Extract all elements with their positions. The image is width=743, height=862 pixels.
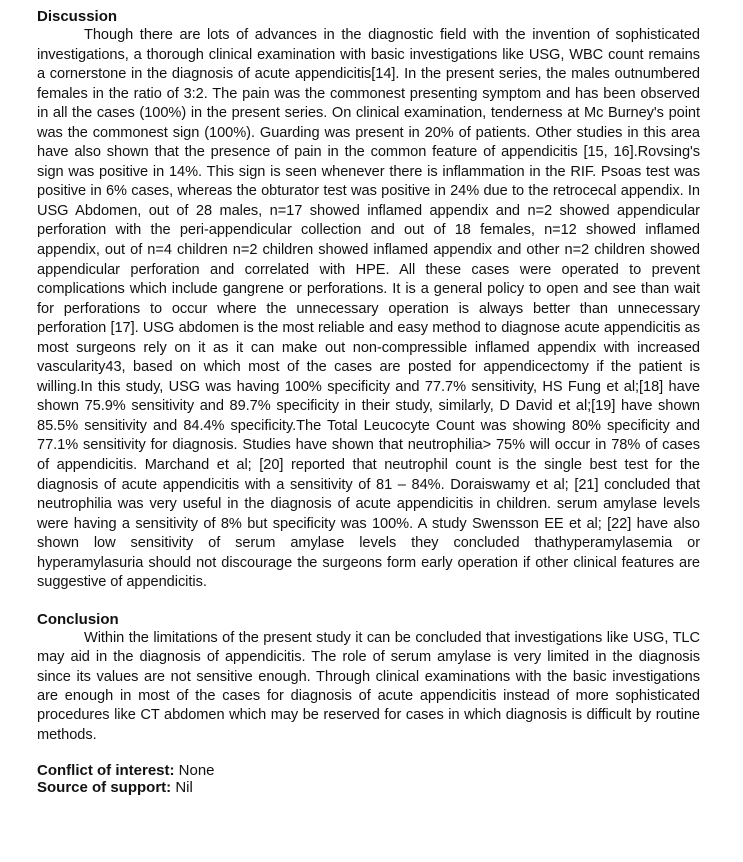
discussion-section	[37, 8, 700, 593]
conclusion-section	[37, 611, 700, 745]
article-page	[37, 8, 700, 796]
conflict-of-interest-value: None	[174, 762, 215, 780]
conflict-of-interest-label: Conflict of interest:	[37, 762, 175, 780]
declarations-section	[37, 762, 700, 796]
source-of-support-value: Nil	[171, 779, 193, 797]
conclusion-paragraph: Within the limitations of the present study it can be concluded that investigations like USG, TLC may aid in the diagnosis of appendicitis. The role of serum amylase is very limited in the diagnosis since its values are not sensitive enough. Through clinical examinations with the basic investigations are enough in most of the cases for diagnosis of acute appendicitis instead of more sophisticated procedures like CT abdomen which may be reserved for cases in which diagnosis is difficult by routine methods.	[37, 629, 700, 743]
discussion-heading: Discussion	[37, 8, 118, 25]
conflict-of-interest-line	[37, 762, 700, 779]
conclusion-heading: Conclusion	[37, 610, 119, 628]
discussion-paragraph: Though there are lots of advances in the diagnostic field with the invention of sophisticated investigations, a thorough clinical examination with basic investigations like USG, WBC count remains a cornerstone in the diagnosis of acute appendicitis[14]. In the present series, the males outnumbered females in the ratio of 3:2. The pain was the commonest presenting symptom and has been observed in all the cases (100%) in the present series. On clinical examination, tenderness at Mc Burney's point was the commonest sign (100%). Guarding was present in 20% of patients. Other studies in this area have also shown that the presence of pain in the common feature of appendicitis [15, 16].Rovsing's sign was positive in 14%. This sign is seen whenever there is inflammation in the RIF. Psoas test was positive in 6% cases, whereas the obturator test was positive in 24% due to the retrocecal appendix. In USG Abdomen, out of 28 males, n=17 showed inflamed appendix and n=2 showed appendicular perforation with the peri-appendicular collection and out of 18 females, n=12 showed inflamed appendix, out of n=4 children n=2 children showed inflamed appendix and other n=2 children showed appendicular perforation and correlated with HPE. All these cases were operated to prevent complications which include gangrene or perforations. It is a general policy to open and see than wait for perforations to occur where the unnecessary operation is always better than unnecessary perforation [17]. USG abdomen is the most reliable and easy method to diagnose acute appendicitis as most surgeons rely on it as it can make out non-compressible inflamed appendix with increased vascularity43, based on which most of the cases are posted for appendicectomy if the patient is willing.In this study, USG was having 100% specificity and 77.7% sensitivity, HS Fung et al;[18] have shown 75.9% sensitivity and 89.7% specificity in their study, similarly, D David et al;[19] have shown 85.5% sensitivity and 84.4% specificity.The Total Leucocyte Count was showing 80% specificity and 77.1% sensitivity for diagnosis. Studies have shown that neutrophilia> 75% will occur in 78% of cases of appendicitis. Marchand et al; [20] reported that neutrophil count is the single best test for the diagnosis of acute appendicitis with a sensitivity of 81 – 84%. Doraiswamy et al; [21] concluded that neutrophilia was very useful in the diagnosis of acute appendicitis in children. serum amylase levels were having a sensitivity of 8% but specificity was 100%. A study Swensson EE et al; [22] have also shown low sensitivity of serum amylase levels they concluded thathyperamylasemia or hyperamylasuria should not discourage the surgeons form early operation if other clinical features are suggestive of appendicitis.	[37, 27, 700, 591]
source-of-support-label: Source of support:	[37, 779, 172, 797]
source-of-support-line	[37, 779, 700, 796]
